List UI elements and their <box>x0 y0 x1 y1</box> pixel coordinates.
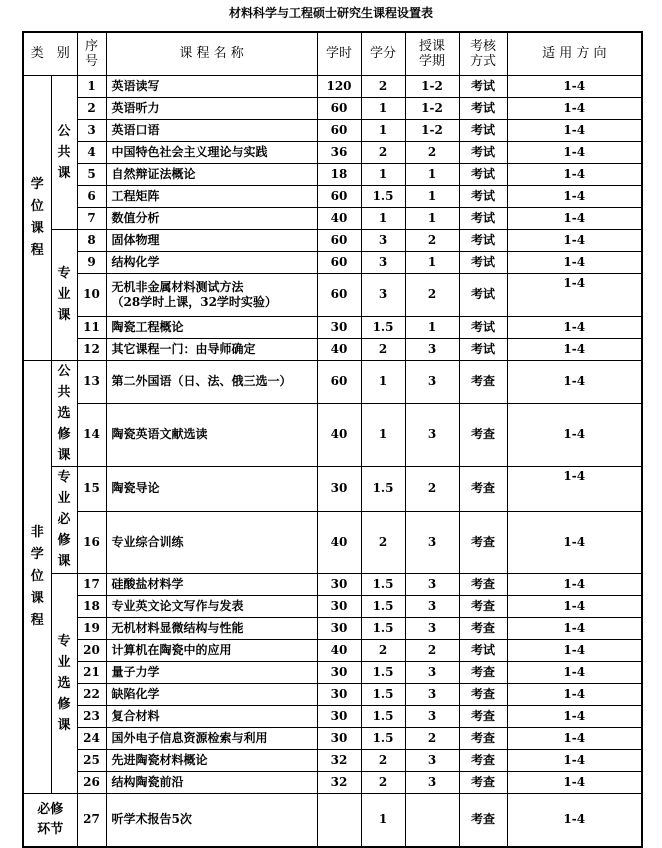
cell-credits: 1 <box>361 360 405 403</box>
cell-direction: 1-4 <box>507 573 642 595</box>
cell-direction: 1-4 <box>507 229 642 251</box>
course-table <box>22 31 643 848</box>
cell-term: 2 <box>405 727 459 749</box>
cell-credits: 2 <box>361 141 405 163</box>
cell-term <box>405 793 459 847</box>
header-hours: 学时 <box>317 32 361 75</box>
group-nd-public-elective: 公共选修课 <box>51 360 77 466</box>
cell-name: 量子力学 <box>106 661 317 683</box>
header-term: 授课学期 <box>405 32 459 75</box>
cell-name-line2: （28学时上课，32学时实验） <box>111 294 277 309</box>
group-degree-public: 公共课 <box>51 75 77 229</box>
cell-hours: 60 <box>317 119 361 141</box>
cell-term: 1 <box>405 207 459 229</box>
cell-term: 2 <box>405 466 459 511</box>
cell-direction: 1-4 <box>507 727 642 749</box>
cell-direction: 1-4 <box>507 771 642 793</box>
cell-direction: 1-4 <box>507 141 642 163</box>
cell-name: 复合材料 <box>106 705 317 727</box>
cell-no: 8 <box>77 229 106 251</box>
cell-no: 10 <box>77 273 106 316</box>
cell-exam: 考查 <box>459 749 507 771</box>
cell-name: 固体物理 <box>106 229 317 251</box>
cell-term: 2 <box>405 639 459 661</box>
table-row <box>23 639 642 661</box>
table-row <box>23 251 642 273</box>
cell-exam: 考试 <box>459 141 507 163</box>
cell-direction: 1-4 <box>507 705 642 727</box>
cell-no: 7 <box>77 207 106 229</box>
table-row <box>23 573 642 595</box>
cell-name: 国外电子信息资源检索与利用 <box>106 727 317 749</box>
cell-hours: 32 <box>317 771 361 793</box>
cell-exam: 考试 <box>459 119 507 141</box>
table-row <box>23 338 642 360</box>
cell-hours: 18 <box>317 163 361 185</box>
cell-term: 3 <box>405 617 459 639</box>
cell-hours: 40 <box>317 338 361 360</box>
cell-name: 陶瓷英语文献选读 <box>106 403 317 466</box>
cell-direction: 1-4 <box>507 360 642 403</box>
cell-credits: 1 <box>361 793 405 847</box>
cell-exam: 考查 <box>459 683 507 705</box>
cell-hours: 60 <box>317 273 361 316</box>
cell-name: 工程矩阵 <box>106 185 317 207</box>
cell-direction: 1-4 <box>507 338 642 360</box>
cell-no: 6 <box>77 185 106 207</box>
cell-no: 22 <box>77 683 106 705</box>
cell-direction: 1-4 <box>507 749 642 771</box>
cell-hours: 30 <box>317 661 361 683</box>
cell-exam: 考查 <box>459 511 507 573</box>
cell-term: 1-2 <box>405 75 459 97</box>
cell-credits: 1.5 <box>361 617 405 639</box>
table-row <box>23 229 642 251</box>
cell-exam: 考查 <box>459 360 507 403</box>
cell-credits: 1.5 <box>361 466 405 511</box>
cell-direction: 1-4 <box>507 207 642 229</box>
cell-credits: 2 <box>361 749 405 771</box>
cell-exam: 考试 <box>459 316 507 338</box>
cell-no: 16 <box>77 511 106 573</box>
cell-direction: 1-4 <box>507 403 642 466</box>
cell-hours: 60 <box>317 97 361 119</box>
cell-term: 2 <box>405 273 459 316</box>
cell-direction: 1-4 <box>507 185 642 207</box>
cell-no: 11 <box>77 316 106 338</box>
cell-hours: 36 <box>317 141 361 163</box>
cell-exam: 考查 <box>459 403 507 466</box>
cell-no: 15 <box>77 466 106 511</box>
cell-credits: 2 <box>361 511 405 573</box>
table-row <box>23 511 642 573</box>
cell-term: 3 <box>405 749 459 771</box>
cell-name: 结构化学 <box>106 251 317 273</box>
cell-name: 自然辩证法概论 <box>106 163 317 185</box>
cell-credits: 1.5 <box>361 661 405 683</box>
cell-exam: 考查 <box>459 595 507 617</box>
table-row <box>23 97 642 119</box>
cell-exam: 考查 <box>459 771 507 793</box>
cell-name: 先进陶瓷材料概论 <box>106 749 317 771</box>
cell-no: 13 <box>77 360 106 403</box>
cell-no: 23 <box>77 705 106 727</box>
cell-no: 21 <box>77 661 106 683</box>
table-row <box>23 185 642 207</box>
cell-term: 3 <box>405 338 459 360</box>
cell-term: 1-2 <box>405 119 459 141</box>
cell-term: 2 <box>405 229 459 251</box>
group-degree-major: 专业课 <box>51 229 77 360</box>
header-exam: 考核方式 <box>459 32 507 75</box>
table-row <box>23 683 642 705</box>
cell-name <box>106 273 317 316</box>
cell-term: 1 <box>405 163 459 185</box>
cell-name: 英语读写 <box>106 75 317 97</box>
header-credits: 学分 <box>361 32 405 75</box>
cell-hours: 30 <box>317 466 361 511</box>
cell-term: 1-2 <box>405 97 459 119</box>
cell-name: 英语听力 <box>106 97 317 119</box>
cell-name: 结构陶瓷前沿 <box>106 771 317 793</box>
header-name: 课 程 名 称 <box>106 32 317 75</box>
cell-hours: 30 <box>317 573 361 595</box>
table-row <box>23 617 642 639</box>
cell-direction: 1-4 <box>507 639 642 661</box>
group-nd-major-required: 专业必修课 <box>51 466 77 573</box>
table-row <box>23 360 642 403</box>
cell-direction: 1-4 <box>507 661 642 683</box>
table-row <box>23 661 642 683</box>
cell-direction: 1-4 <box>507 75 642 97</box>
cell-direction: 1-4 <box>507 97 642 119</box>
cell-direction: 1-4 <box>507 617 642 639</box>
cell-credits: 2 <box>361 771 405 793</box>
cell-hours <box>317 793 361 847</box>
table-row <box>23 119 642 141</box>
cell-no: 9 <box>77 251 106 273</box>
cell-direction: 1-4 <box>507 466 642 511</box>
table-row <box>23 793 642 847</box>
cell-credits: 1.5 <box>361 705 405 727</box>
cell-direction: 1-4 <box>507 119 642 141</box>
cell-name: 其它课程一门：由导师确定 <box>106 338 317 360</box>
cell-name: 缺陷化学 <box>106 683 317 705</box>
table-row <box>23 705 642 727</box>
cell-hours: 30 <box>317 595 361 617</box>
cell-direction: 1-4 <box>507 511 642 573</box>
cell-exam: 考查 <box>459 617 507 639</box>
cell-hours: 32 <box>317 749 361 771</box>
cell-no: 19 <box>77 617 106 639</box>
cell-exam: 考试 <box>459 639 507 661</box>
cell-term: 3 <box>405 573 459 595</box>
cell-credits: 1 <box>361 97 405 119</box>
cell-direction: 1-4 <box>507 595 642 617</box>
cell-no: 4 <box>77 141 106 163</box>
cell-exam: 考查 <box>459 727 507 749</box>
cell-hours: 30 <box>317 705 361 727</box>
cell-name: 陶瓷工程概论 <box>106 316 317 338</box>
cell-credits: 3 <box>361 273 405 316</box>
cell-name: 硅酸盐材料学 <box>106 573 317 595</box>
cell-no: 1 <box>77 75 106 97</box>
table-row <box>23 141 642 163</box>
cell-term: 3 <box>405 595 459 617</box>
cell-credits: 2 <box>361 75 405 97</box>
cell-no: 24 <box>77 727 106 749</box>
cell-credits: 1.5 <box>361 595 405 617</box>
cell-direction: 1-4 <box>507 251 642 273</box>
table-row <box>23 75 642 97</box>
cell-name: 中国特色社会主义理论与实践 <box>106 141 317 163</box>
cell-exam: 考试 <box>459 251 507 273</box>
cell-hours: 30 <box>317 727 361 749</box>
cell-hours: 30 <box>317 316 361 338</box>
cell-no: 2 <box>77 97 106 119</box>
cell-hours: 60 <box>317 185 361 207</box>
cell-no: 25 <box>77 749 106 771</box>
cell-exam: 考试 <box>459 229 507 251</box>
group-nondegree: 非学位课程 <box>23 360 51 793</box>
cell-term: 3 <box>405 771 459 793</box>
cell-hours: 40 <box>317 207 361 229</box>
cell-term: 3 <box>405 705 459 727</box>
group-required-link: 必修环节 <box>23 793 77 847</box>
cell-no: 18 <box>77 595 106 617</box>
cell-name: 计算机在陶瓷中的应用 <box>106 639 317 661</box>
cell-credits: 2 <box>361 338 405 360</box>
cell-term: 3 <box>405 683 459 705</box>
cell-credits: 1.5 <box>361 683 405 705</box>
cell-hours: 30 <box>317 617 361 639</box>
cell-hours: 30 <box>317 683 361 705</box>
cell-name: 数值分析 <box>106 207 317 229</box>
cell-direction: 1-4 <box>507 273 642 316</box>
cell-credits: 1 <box>361 163 405 185</box>
cell-no: 12 <box>77 338 106 360</box>
cell-exam: 考试 <box>459 273 507 316</box>
cell-name: 专业综合训练 <box>106 511 317 573</box>
page-title: 材料科学与工程硕士研究生课程设置表 <box>228 6 433 20</box>
cell-no: 5 <box>77 163 106 185</box>
cell-name: 无机材料显微结构与性能 <box>106 617 317 639</box>
cell-exam: 考查 <box>459 705 507 727</box>
cell-exam: 考查 <box>459 793 507 847</box>
cell-direction: 1-4 <box>507 793 642 847</box>
header-row <box>23 32 642 75</box>
table-row <box>23 273 642 316</box>
cell-hours: 60 <box>317 229 361 251</box>
cell-exam: 考试 <box>459 163 507 185</box>
cell-name: 专业英文论文写作与发表 <box>106 595 317 617</box>
cell-exam: 考试 <box>459 207 507 229</box>
group-nd-major-elective: 专业选修课 <box>51 573 77 793</box>
table-row <box>23 466 642 511</box>
cell-term: 3 <box>405 403 459 466</box>
cell-direction: 1-4 <box>507 316 642 338</box>
cell-exam: 考查 <box>459 573 507 595</box>
cell-term: 1 <box>405 316 459 338</box>
cell-hours: 120 <box>317 75 361 97</box>
cell-exam: 考试 <box>459 97 507 119</box>
cell-term: 3 <box>405 360 459 403</box>
cell-term: 2 <box>405 141 459 163</box>
header-category: 类 别 <box>23 32 77 75</box>
cell-no: 26 <box>77 771 106 793</box>
group-degree: 学位课程 <box>23 75 51 360</box>
cell-no: 27 <box>77 793 106 847</box>
cell-exam: 考试 <box>459 338 507 360</box>
table-row <box>23 771 642 793</box>
cell-credits: 1.5 <box>361 185 405 207</box>
cell-term: 1 <box>405 251 459 273</box>
cell-term: 1 <box>405 185 459 207</box>
header-direction: 适 用 方 向 <box>507 32 642 75</box>
cell-no: 17 <box>77 573 106 595</box>
cell-exam: 考查 <box>459 466 507 511</box>
cell-hours: 40 <box>317 511 361 573</box>
table-row <box>23 749 642 771</box>
cell-credits: 3 <box>361 251 405 273</box>
cell-term: 3 <box>405 511 459 573</box>
cell-no: 14 <box>77 403 106 466</box>
cell-hours: 60 <box>317 360 361 403</box>
cell-exam: 考查 <box>459 661 507 683</box>
cell-name-line1: 无机非金属材料测试方法 <box>111 279 244 294</box>
table-row <box>23 207 642 229</box>
cell-credits: 1.5 <box>361 727 405 749</box>
cell-name: 第二外国语（日、法、俄三选一） <box>106 360 317 403</box>
cell-credits: 1.5 <box>361 316 405 338</box>
table-row <box>23 727 642 749</box>
cell-exam: 考试 <box>459 75 507 97</box>
cell-credits: 2 <box>361 639 405 661</box>
cell-name: 陶瓷导论 <box>106 466 317 511</box>
cell-direction: 1-4 <box>507 163 642 185</box>
cell-hours: 40 <box>317 403 361 466</box>
header-no: 序号 <box>77 32 106 75</box>
cell-direction: 1-4 <box>507 683 642 705</box>
cell-name: 听学术报告5次 <box>106 793 317 847</box>
cell-hours: 40 <box>317 639 361 661</box>
cell-no: 3 <box>77 119 106 141</box>
table-row <box>23 316 642 338</box>
table-row <box>23 163 642 185</box>
cell-no: 20 <box>77 639 106 661</box>
cell-credits: 1 <box>361 119 405 141</box>
cell-credits: 3 <box>361 229 405 251</box>
cell-credits: 1 <box>361 403 405 466</box>
cell-credits: 1.5 <box>361 573 405 595</box>
cell-hours: 60 <box>317 251 361 273</box>
cell-credits: 1 <box>361 207 405 229</box>
table-row <box>23 595 642 617</box>
cell-name: 英语口语 <box>106 119 317 141</box>
cell-term: 3 <box>405 661 459 683</box>
cell-exam: 考试 <box>459 185 507 207</box>
table-row <box>23 403 642 466</box>
